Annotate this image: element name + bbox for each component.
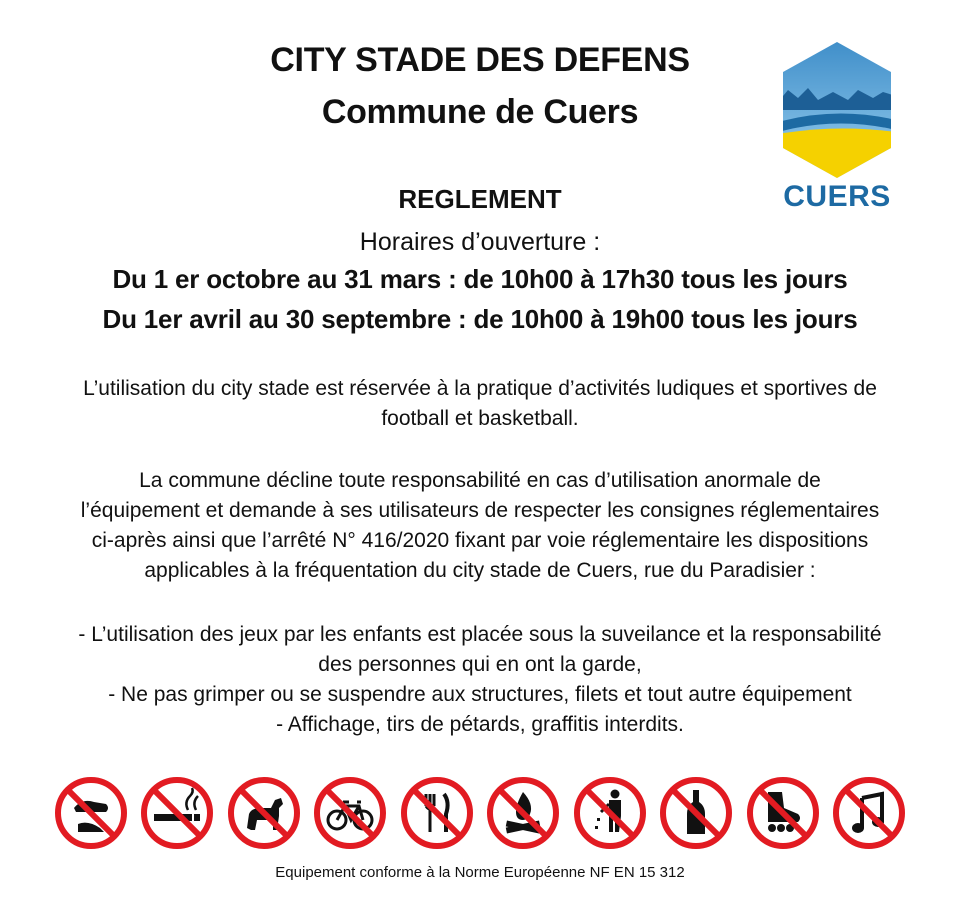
rule-item: des personnes qui en ont la garde, [318,653,642,676]
cuers-logo-icon [778,40,896,180]
no-food-icon [400,776,474,850]
hours-heading: Horaires d’ouverture : [359,228,601,256]
prohibition-signs [54,776,906,850]
reglement-heading: REGLEMENT [398,184,562,214]
schedule-summer: Du 1er avril au 30 septembre : de 10h00 à 19h00 tous les jours [102,304,858,334]
rule-item: - Ne pas grimper ou se suspendre aux structures, filets et tout autre équipement [108,683,852,706]
no-smoking-icon [140,776,214,850]
no-rollerskates-icon [746,776,820,850]
rule-item: - Affichage, tirs de pétards, graffitis interdits. [276,713,684,736]
text-line: La commune décline toute responsabilité en cas d’utilisation anormale de [139,469,821,492]
text-line: applicables à la fréquentation du city stade de Cuers, rue du Paradisier : [144,559,816,582]
page-subtitle: Commune de Cuers [321,93,639,131]
text-line: l’équipement et demande à ses utilisateurs de respecter les consignes réglementaires [80,499,880,522]
logo-text: CUERS [783,180,891,213]
no-littering-icon [573,776,647,850]
text-line: football et basketball. [381,407,579,430]
liability-paragraph [20,466,940,586]
rule-item: - L’utilisation des jeux par les enfants est placée sous la suveilance et la responsabilité [78,623,882,646]
no-alcohol-icon [659,776,733,850]
no-bicycles-icon [313,776,387,850]
no-dogs-icon [227,776,301,850]
usage-paragraph [20,374,940,434]
text-line: L’utilisation du city stade est réservée à la pratique d’activités ludiques et sportives de [83,377,877,400]
text-line: ci-après ainsi que l’arrêté N° 416/2020 fixant par voie réglementaire les dispositions [91,529,869,552]
schedule-winter: Du 1 er octobre au 31 mars : de 10h00 à 17h30 tous les jours [112,264,848,294]
no-music-icon [832,776,906,850]
footer-norm: Equipement conforme à la Norme Européenne NF EN 15 312 [275,864,685,881]
no-shoes-icon [54,776,128,850]
no-fire-icon [486,776,560,850]
rules-list [20,620,940,740]
page-title: CITY STADE DES DEFENS [270,41,690,79]
